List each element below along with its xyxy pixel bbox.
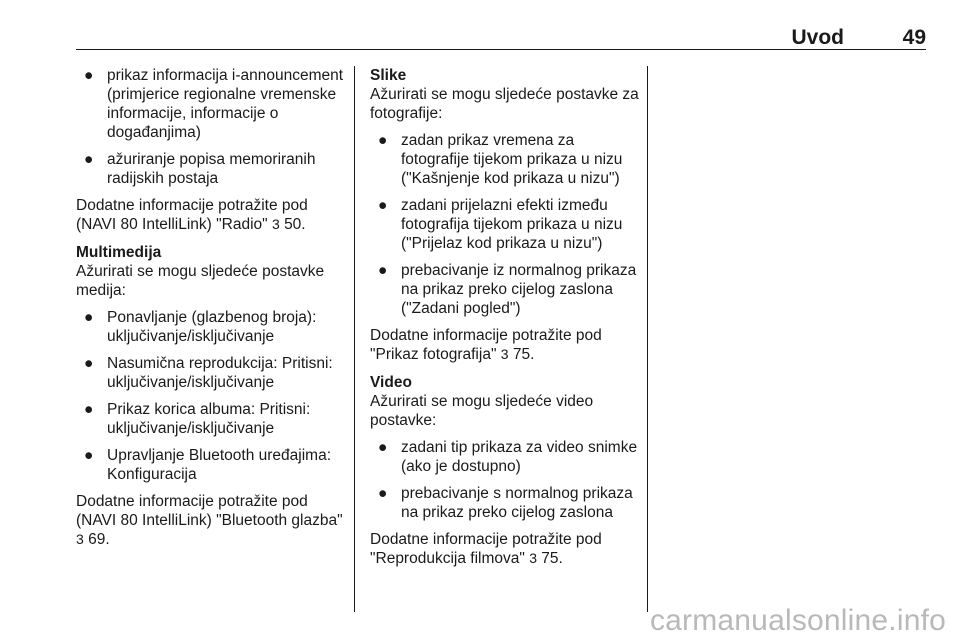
list-item-text: ažuriranje popisa memoriranih radijskih postaja [107,151,316,187]
page-header [76,0,926,50]
section-intro: Ažurirati se mogu sljedeće postavke medija: [76,263,325,299]
column-middle [370,66,640,577]
page-ref-link[interactable]: 69. [88,531,110,548]
watermark: carmanualsonline.info [649,604,946,637]
list-item [76,354,346,392]
list-item [76,446,346,484]
column-left [76,66,346,558]
section-heading: Multimedija [76,244,162,261]
paragraph-radio-ref [76,196,346,234]
page-ref-icon: 3 [500,346,509,362]
list-item [370,484,640,522]
page-ref-icon: 3 [529,550,537,566]
section-multimedia [76,243,346,549]
bullet-glyph: ● [84,447,94,464]
list-item [76,66,346,142]
page-ref-icon: 3 [271,216,280,232]
paragraph-text: Dodatne informacije potražite pod (NAVI 80 IntelliLink) "Bluetooth glazba" [76,493,343,529]
list-item-text: zadani prijelazni efekti između fotografija tijekom prikaza u nizu ("Prijelaz kod prikaza u nizu") [401,197,623,252]
bullet-glyph: ● [378,197,388,214]
list-item-text: Ponavljanje (glazbenog broja): uključivanje/isključivanje [107,309,317,345]
column-divider-left [354,66,355,612]
page-ref-link[interactable]: 75. [541,550,563,567]
column-divider-right [647,66,648,612]
list-item-text: prikaz informacija i-announcement (primjerice regionalne vremenske informacije, informacije o događanjima) [107,67,344,141]
list-item [76,308,346,346]
page-ref-link[interactable]: 75. [512,346,535,363]
bullet-glyph: ● [84,309,94,326]
section-intro: Ažurirati se mogu sljedeće postavke za fotografije: [370,86,639,122]
list-item-text: Prikaz korica albuma: Pritisni: uključivanje/isključivanje [107,401,311,437]
bullet-glyph: ● [378,262,388,279]
paragraph-movies-ref [370,530,640,568]
list-item [76,150,346,188]
section-heading: Slike [370,67,407,84]
page-ref-icon: 3 [76,531,84,547]
section-video [370,373,640,568]
section-intro: Ažurirati se mogu sljedeće video postavke: [370,393,594,429]
list-item-text: Upravljanje Bluetooth uređajima: Konfiguracija [107,447,332,483]
bullet-glyph: ● [378,439,388,456]
paragraph-text: Dodatne informacije potražite pod "Prikaz fotografija" [370,327,602,363]
bullet-glyph: ● [84,355,94,372]
list-item [370,438,640,476]
bullet-glyph: ● [84,67,94,84]
list-item-text: prebacivanje s normalnog prikaza na prikaz preko cijelog zaslona [401,485,633,521]
paragraph-photos-ref [370,326,640,364]
paragraph-bluetooth-ref [76,492,346,549]
bullet-glyph: ● [378,132,388,149]
list-item [370,196,640,253]
list-item-text: Nasumična reprodukcija: Pritisni: uključivanje/isključivanje [107,355,333,391]
paragraph-text: Dodatne informacije potražite pod "Reprodukcija filmova" [370,531,602,567]
list-item [370,131,640,188]
section-heading: Video [370,374,412,391]
section-title: Uvod [791,26,844,49]
bullet-glyph: ● [84,401,94,418]
page-ref-link[interactable]: 50. [284,216,306,233]
paragraph-text: Dodatne informacije potražite pod (NAVI 80 IntelliLink) "Radio" [76,197,308,233]
list-item-text: zadani tip prikaza za video snimke (ako je dostupno) [401,439,638,475]
page-number: 49 [902,26,926,49]
list-item [76,400,346,438]
list-item-text: prebacivanje iz normalnog prikaza na prikaz preko cijelog zaslona ("Zadani pogled") [401,262,637,317]
list-item [370,261,640,318]
bullet-glyph: ● [84,151,94,168]
section-slike [370,66,640,364]
bullet-glyph: ● [378,485,388,502]
list-item-text: zadan prikaz vremena za fotografije tijekom prikaza u nizu ("Kašnjenje kod prikaza u nizu") [401,132,623,187]
